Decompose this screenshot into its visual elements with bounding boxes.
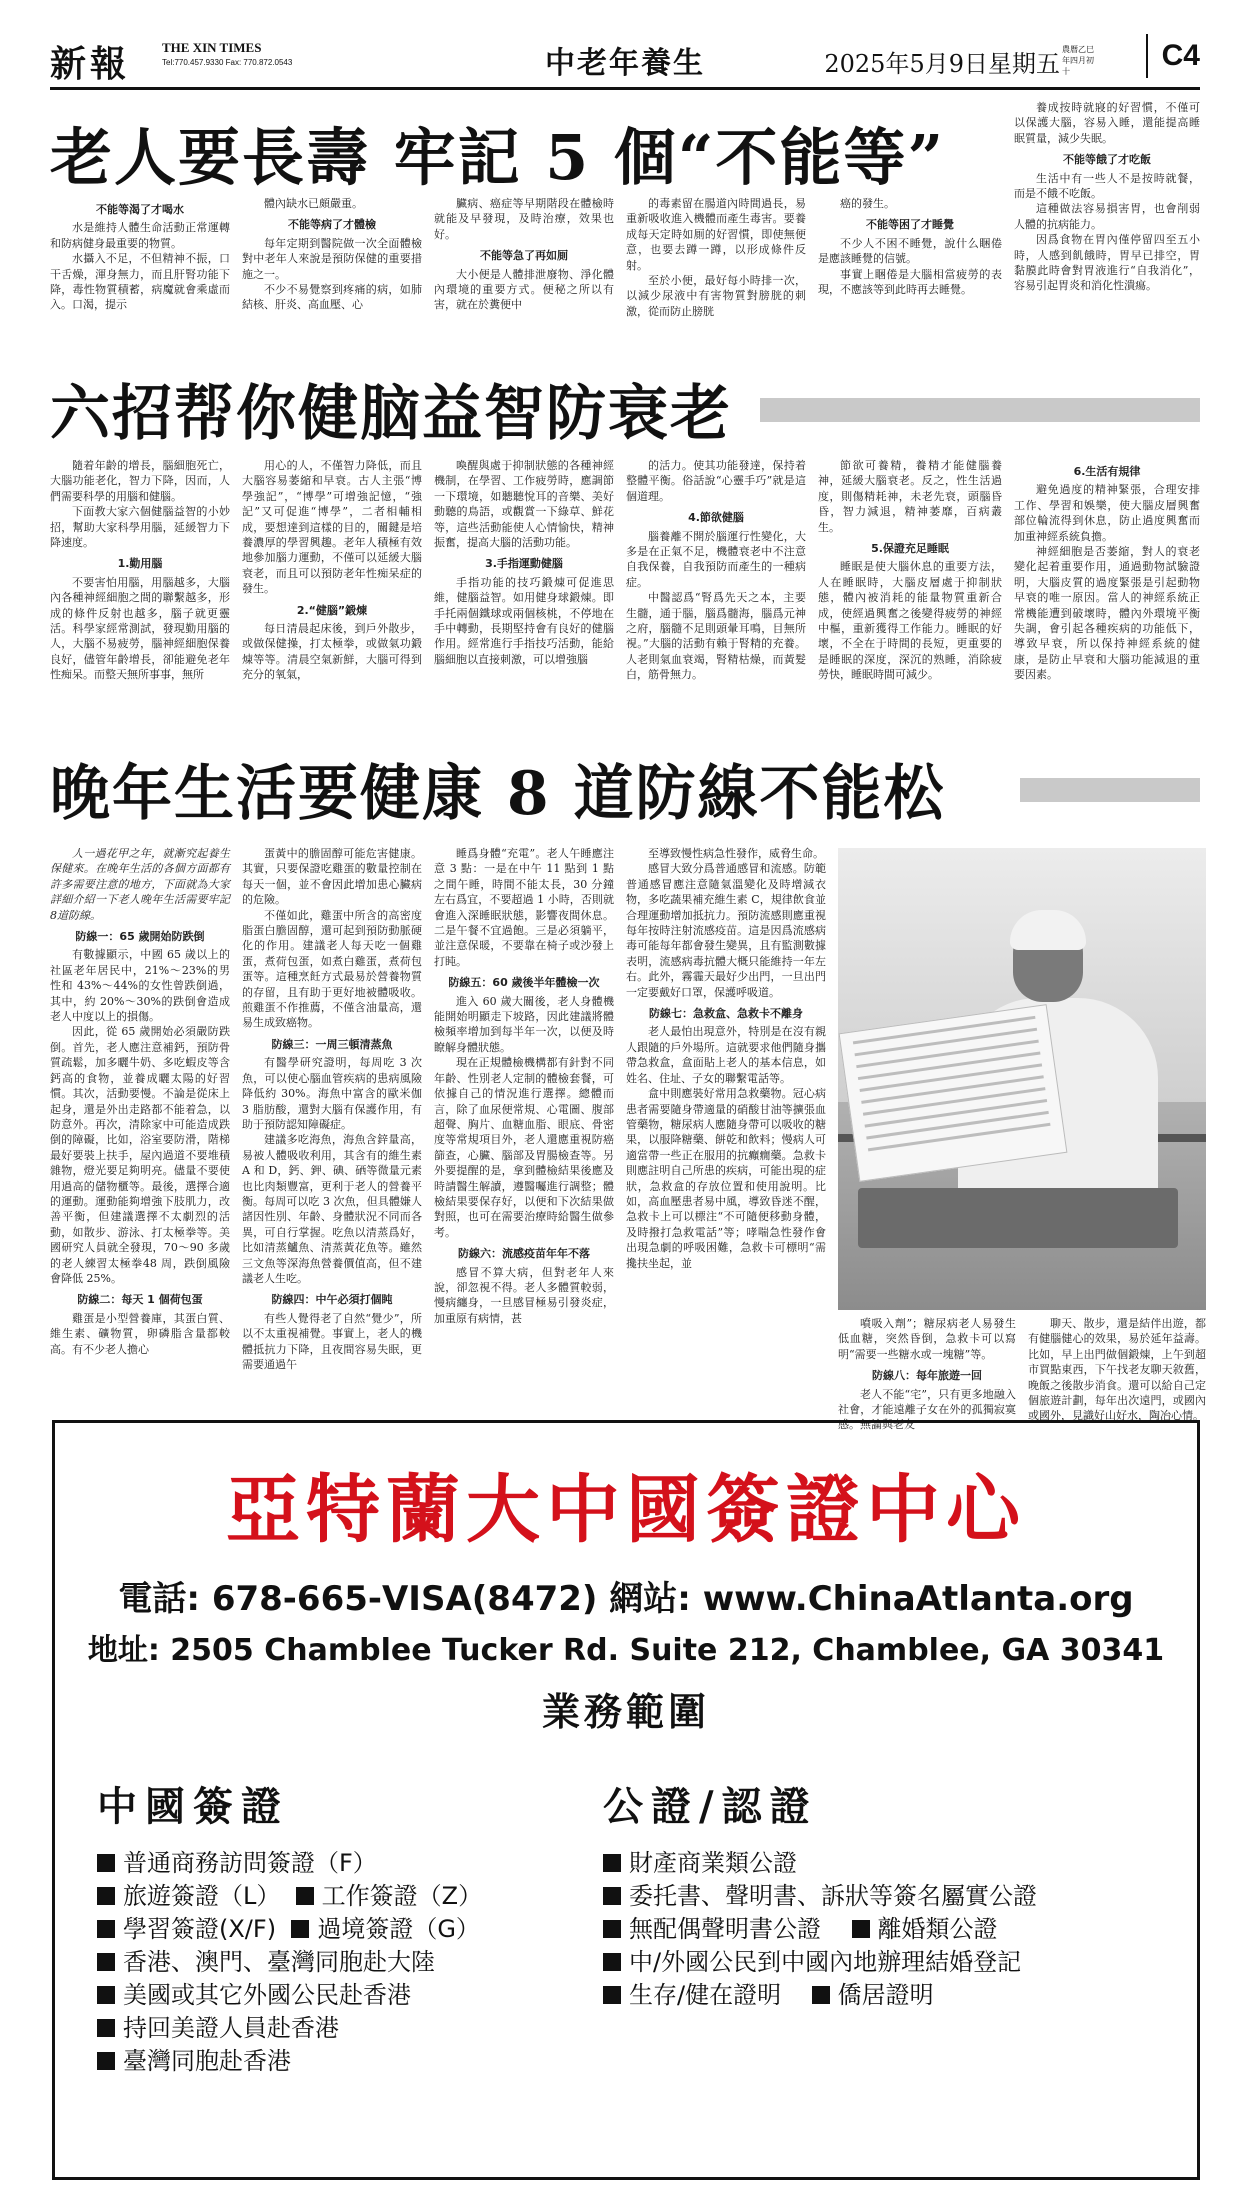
newspaper-contact: Tel:770.457.9330 Fax: 770.872.0543 — [162, 58, 293, 67]
article1-column-4 — [626, 196, 806, 368]
article1-subhead: 不能等困了才睡覺 — [866, 218, 954, 232]
list-item: 無配偶聲明書公證 離婚類公證 — [603, 1913, 1037, 1946]
list-item: 旅遊簽證（L） 工作簽證（Z） — [97, 1880, 482, 1913]
article3-paragraph: 至導致慢性病急性發作，威脅生命。 — [648, 847, 824, 860]
article2-column-1 — [50, 458, 230, 728]
square-bullet-icon — [296, 1887, 314, 1905]
square-bullet-icon — [852, 1920, 870, 1938]
article2-paragraph: 節欲可養精，養精才能健腦養神，延緩大腦衰老。反之，性生活過度，則傷精耗神，未老先衰，頭腦昏昏，智力減退，精神萎靡，百病叢生。 — [818, 459, 1002, 534]
article3-paragraph: 睡爲身體“充電”。老人午睡應注意 3 點：一是在中午 11 點到 1 點之間午睡，時間不能太長，30 分鐘左右爲宜，不要超過 1 小時，否則就會進入深睡眠狀態，影響夜間休息。二是午餐不宜過飽。三是必須躺平，並注意保暖，不要靠在椅子或沙發上打盹。 — [434, 847, 614, 968]
article2-subhead: 2.“健腦”鍛煉 — [296, 603, 368, 617]
article3-headline: 晚年生活要健康 8 道防線不能松 — [50, 759, 946, 829]
article1-paragraph: 體內缺水已頗嚴重。 — [264, 197, 363, 210]
square-bullet-icon — [97, 2052, 115, 2070]
article2-paragraph: 每日清晨起床後，到戶外散步，或做保健操，打太極拳，或做氣功鍛煉等等。清晨空氣新鮮，大腦可得到充分的氧氣， — [242, 622, 422, 682]
list-item: 財產商業類公證 — [603, 1847, 1037, 1880]
article1-subhead: 不能等急了再如厠 — [480, 249, 568, 263]
headline-decoration-bar — [1020, 778, 1200, 802]
ad-phone-website: 電話: 678-665-VISA(8472) 網站: www.ChinaAtlanta.org — [118, 1579, 1134, 1619]
article1-paragraph: 不少不易覺察到疼痛的病，如肺結核、肝炎、高血壓、心 — [242, 283, 422, 312]
list-item: 委托書、聲明書、訴狀等簽名屬實公證 — [603, 1880, 1037, 1913]
article1-paragraph: 因爲食物在胃內僅停留四至五小時，人感到飢餓時，胃早已排空，胃黏膜此時會對胃液進行“自我消化”，容易引起胃炎和消化性潰瘍。 — [1014, 233, 1200, 293]
article3-column-5 — [838, 1316, 1016, 1432]
list-item: 普通商務訪問簽證（F） — [97, 1847, 482, 1880]
article2-subhead: 1.勤用腦 — [117, 557, 163, 571]
article1-paragraph: 水攝入不足，不但精神不振，口干舌燥，渾身無力，而且肝腎功能下降，毒性物質積蓄，病魔就會乘虛而入。口渴，提示 — [50, 252, 230, 312]
visa-center-advertisement — [52, 1420, 1200, 2180]
article3-subhead: 防線八：每年旅遊一回 — [872, 1369, 982, 1383]
ad-visa-list — [97, 1847, 482, 2078]
square-bullet-icon — [603, 1953, 621, 1971]
article2-paragraph: 下面教大家六個健腦益智的小妙招，幫助大家科學用腦，延緩智力下降速度。 — [50, 505, 230, 550]
list-item: 美國或其它外國公民赴香港 — [97, 1979, 482, 2012]
article1-paragraph: 水是維持人體生命活動正常運轉和防病健身最重要的物質。 — [50, 221, 230, 250]
article3-paragraph: 有數據顯示，中國 65 歲以上的社區老年居民中，21%～23%的男性和 43%～44%的女性曾跌倒過，其中，約 20%～30%的跌倒會造成老人中度以上的損傷。 — [50, 948, 230, 1024]
elderly-man-reading-newspaper-photo — [838, 848, 1206, 1310]
article3-subhead: 防線四：中午必須打個盹 — [271, 1293, 393, 1307]
list-item: 臺灣同胞赴香港 — [97, 2045, 482, 2078]
square-bullet-icon — [97, 1986, 115, 2004]
article3-column-1 — [50, 846, 230, 1398]
article3-column-6 — [1028, 1316, 1206, 1423]
article3-paragraph: 建議多吃海魚，海魚含鋅量高，易被人體吸收利用，其含有的維生素 A 和 D，鈣、鉀、碘、硒等微量元素也比肉類豐富，更利于老人的營養平衡。每周可以吃 3 次魚，但具體嫌人諸因性別、年齡、身體狀況不同而各異，可自行掌握。吃魚以清蒸爲好，比如清蒸鱸魚、清蒸黃花魚等。雖然三文魚等深海魚營養價值高，但不建議老人生吃。 — [242, 1133, 422, 1285]
article2-column-3 — [434, 458, 614, 728]
ad-visa-section-title: 中國簽證 — [97, 1783, 289, 1830]
issue-date: 2025年5月9日星期五 — [824, 50, 1060, 78]
square-bullet-icon — [603, 1920, 621, 1938]
article1-subhead: 不能等渴了才喝水 — [96, 203, 184, 216]
square-bullet-icon — [97, 2019, 115, 2037]
list-item: 生存/健在證明 僑居證明 — [603, 1979, 1037, 2012]
article2-paragraph: 中醫認爲“腎爲先天之本，主要生髓，通于腦，腦爲髓海，腦爲元神之府，腦髓不足則頭暈耳鳴，目無所視。”大腦的活動有賴于腎精的充養。人老則氣血衰竭，腎精枯燥，而黃髮白，筋骨無力。 — [626, 591, 806, 682]
article3-column-3 — [434, 846, 614, 1398]
article3-paragraph: 雞蛋是小型營養庫，其蛋白質、維生素、礦物質，卵磷脂含量都較高。有不少老人擔心 — [50, 1311, 230, 1356]
ad-notary-list — [603, 1847, 1037, 2012]
masthead — [50, 34, 1200, 90]
article3-subhead: 防線六：流感疫苗年年不落 — [458, 1247, 590, 1261]
article1-paragraph: 的毒素留在腸道內時間過長，易重新吸收進入機體而產生毒害。要養成每天定時如厠的好習慣，即使無便意，也要去蹲一蹲，以形成條件反射。 — [626, 197, 806, 272]
article2-paragraph: 隨着年齡的增長，腦細胞死亡，大腦功能老化，智力下降，因而，人們需要科學的用腦和健腦。 — [50, 459, 230, 503]
ad-title: 亞特蘭大中國簽證中心 — [226, 1467, 1026, 1553]
article2-column-6 — [1014, 458, 1200, 728]
square-bullet-icon — [603, 1887, 621, 1905]
list-item: 持回美證人員赴香港 — [97, 2012, 482, 2045]
square-bullet-icon — [97, 1887, 115, 1905]
article3-paragraph: 進入 60 歲大關後，老人身體機能開始明顯走下坡路，因此建議將體檢頻率增加到每半年一次，以便及時瞭解身體狀態。 — [434, 994, 614, 1054]
list-item: 學習簽證(X/F) 過境簽證（G） — [97, 1913, 482, 1946]
article3-paragraph: 不僅如此，雞蛋中所含的高密度脂蛋白膽固醇，還可起到預防動脈硬化的作用。建議老人每天吃一個雞蛋，煮荷包蛋，如煮白雞蛋，煮荷包蛋等。這種烹飪方式最易於營養物質的存留，且有助于更好地被體吸收。煎雞蛋不作推薦，不僅含油量高，還易生成致癌物。 — [242, 908, 422, 1030]
article3-paragraph: 噴吸入劑”；糖尿病老人易發生低血糖，突然昏倒，急救卡可以寫明“需要一些糖水或一塊糖”等。 — [838, 1317, 1016, 1361]
ad-address: 地址: 2505 Chamblee Tucker Rd. Suite 212, Chamblee, GA 30341 — [87, 1633, 1165, 1668]
article1-paragraph: 大小便是人體排泄廢物、淨化體內環境的重要方式。便秘之所以有害，就在於糞便中 — [434, 267, 614, 312]
article2-subhead: 3.手指運動健腦 — [485, 557, 563, 571]
article2-subhead: 6.生活有規律 — [1073, 465, 1141, 478]
article2-paragraph: 的活力。使其功能發達，保持着整體平衡。俗話說“心靈手巧”就是這個道理。 — [626, 459, 806, 503]
article3-paragraph: 現在正規體檢機構都有針對不同年齡、性別老人定制的體檢套餐，可依據自己的情況進行選擇。總體而言，除了血尿便常規、心電圖、腹部超聲、胸片、血糖血脂、眼底、骨密度等常規項目外，老人還應重視防癌篩查，心臟、腦部及胃腸檢查等。另外要提醒的是，拿到體檢結果後應及時請醫生解讀，遵醫囑進行調整；體檢結果要保存好，以便和下次結果做對照，也可在需要治療時給醫生做參考。 — [434, 1056, 614, 1239]
article3-paragraph: 有醫學研究證明，每周吃 3 次魚，可以使心腦血管疾病的患病風險降低約 30%。海魚中富含的歐米伽 3 脂肪酸，還對大腦有保護作用，有助于預防認知障礙症。 — [242, 1056, 422, 1131]
article3-column-4 — [626, 846, 826, 1398]
square-bullet-icon — [603, 1854, 621, 1872]
article3-paragraph: 感冒大致分爲普通感冒和流感。防範普通感冒應注意隨氣溫變化及時增減衣物，多吃蔬果補充維生素 C，規律飲食並合理運動增加抵抗力。預防流感則應重視每年按時注射流感疫苗。這是因爲流感病毒可能每年都會發生變異，且有監測數據表明，流感病毒抗體大概只能維持一年左右。此外，霧霾天最好少出門，一旦出門一定要戴好口罩，保護呼吸道。 — [626, 862, 826, 999]
article3-subhead: 防線三：一周三頓清蒸魚 — [271, 1037, 393, 1051]
article1-column-6 — [1014, 100, 1200, 368]
article1-column-3 — [434, 196, 614, 368]
article2-paragraph: 神經細胞是否萎縮，對人的衰老變化起着重要作用，通過動物試驗證明，大腦皮質的過度緊張是引起動物早衰的唯一原因。當人的神經系統正常機能遭到破壞時，體內外環境平衡失調，會引起各種疾病的功能低下，導致早衰，所以保持神經系統的健康，是防止早衰和大腦功能減退的重要因素。 — [1014, 545, 1200, 682]
square-bullet-icon — [97, 1920, 115, 1938]
article2-column-5 — [818, 458, 1002, 728]
article3-paragraph: 老人最怕出現意外，特別是在沒有親人跟隨的戶外場所。這就要求他們隨身攜帶急救盒，盒面貼上老人的基本信息，如姓名、住址、子女的聯繫電話等。 — [626, 1025, 826, 1085]
article1-paragraph: 生活中有一些人不是按時就餐，而是不餓不吃飯。 — [1014, 171, 1200, 201]
article3-paragraph: 有些人覺得老了自然“覺少”，所以不太重視補覺。事實上，老人的機體抵抗力下降，且夜間容易失眠，更需要通過午 — [242, 1311, 422, 1371]
article3-paragraph: 蛋黃中的膽固醇可能危害健康。其實，只要保證吃雞蛋的數量控制在每天一個，並不會因此增加患心臟病的危險。 — [242, 847, 422, 907]
article1-paragraph: 不少人不困不睡覺，說什么睏倦是應該睡覺的信號。 — [818, 236, 1002, 266]
article3-paragraph: 感冒不算大病，但對老年人來說，卻忽視不得。老人多體質較弱，慢病纏身，一旦感冒極易引發炎症，加重原有病情，甚 — [434, 1265, 614, 1325]
article2-paragraph: 不要害怕用腦，用腦越多，大腦內各種神經細胞之間的聯繫越多，形成的條件反射也越多，腦子就更靈活。科學家經常測試，發現勤用腦的人，大腦不易疲勞，腦神經細胞保養良好，儘管年齡增長，卻能避免老年性痴呆。而整天無所事事，無所 — [50, 575, 230, 682]
article2-column-4 — [626, 458, 806, 728]
page-number: C4 — [1146, 34, 1200, 78]
article1-subhead: 不能等餓了才吃飯 — [1063, 153, 1151, 167]
ad-notary-section-title: 公證/認證 — [603, 1783, 818, 1830]
article1-paragraph: 癌的發生。 — [840, 197, 895, 210]
article2-subhead: 5.保證充足睡眠 — [871, 542, 949, 556]
article1-column-5 — [818, 196, 1002, 368]
article2-paragraph: 手指功能的技巧鍛煉可促進思維，健腦益智。如用健身球鍛煉。即手托兩個鐵球或兩個核桃，不停地在手中轉動，長期堅持會有良好的健腦作用。經常進行手指技巧活動，能給腦細胞以直接刺激，可以增強腦 — [434, 575, 614, 666]
square-bullet-icon — [812, 1986, 830, 2004]
article2-headline: 六招帮你健脑益智防衰老 — [50, 379, 732, 449]
article1-paragraph: 每年定期到醫院做一次全面體檢對中老年人來說是預防保健的重要措施之一。 — [242, 236, 422, 281]
list-item: 中/外國公民到中國內地辦理結婚登記 — [603, 1946, 1037, 1979]
article3-subhead: 防線一：65 歲開始防跌倒 — [75, 930, 205, 944]
article3-column-2 — [242, 846, 422, 1398]
article2-paragraph: 用心的人，不僅智力降低，而且大腦容易萎縮和早衰。古人主張“博學強記”，“博學”可增強記憶，“強記”又可促進“博學”，二者相輔相成，要想達到這樣的目的，關鍵是培養濃厚的學習興趣。老年人積極有效地參加腦力運動，不僅可以延緩大腦衰老，而且可以預防老年性痴呆症的發生。 — [242, 459, 422, 596]
square-bullet-icon — [97, 1953, 115, 1971]
article1-column-1 — [50, 196, 230, 368]
article3-paragraph: 聊天、散步，還是結伴出遊，都有健腦健心的效果，易於延年益壽。比如，早上出門做個鍛煉，上午到超市買點東西，下午找老友聊天敘舊，晚飯之後散步消食。還可以給自己定個旅遊計劃，每年出次遠門，或國內或國外，見識好山好水，陶冶心情。 — [1028, 1317, 1206, 1423]
article1-paragraph: 養成按時就寢的好習慣，不僅可以保護大腦，容易入睡，還能提高睡眠質量，減少失眠。 — [1014, 101, 1200, 145]
article1-column-2 — [242, 196, 422, 368]
square-bullet-icon — [291, 1920, 309, 1938]
newspaper-english-name: THE XIN TIMES — [162, 40, 262, 55]
article3-paragraph: 因此，從 65 歲開始必須嚴防跌倒。首先，老人應注意補鈣，預防骨質疏鬆，加多曬牛奶、多吃蝦皮等含鈣高的食物，並養成曬太陽的好習慣。其次，活動要慢。不論是從床上起身，還是外出走路都不能着急，以防意外。再次，清除家中可能造成跌倒的障礙，比如，浴室要防滑，階梯最好要裝上扶手，屋內過道不要堆積雜物，燈光要足夠明亮。儘量不要使用過高的儲物櫃等。最後，選擇合適的運動。運動能夠增強下肢肌力，改善平衡，但建議選擇不太劇烈的活動，如散步、游泳、打太極拳等。美國研究人員就全發現，70～90 多歲的老人練習太極拳48 周，跌倒風險會降低 25%。 — [50, 1025, 230, 1285]
article3-subhead: 防線二：每天 1 個荷包蛋 — [77, 1293, 203, 1307]
article2-paragraph: 喚醒與處于抑制狀態的各種神經機制，在學習、工作疲勞時，應調節一下環境，如聽聽悅耳的音樂、美好動聽的鳥語，或觀賞一下綠草、鮮花等，這些活動能使人心情愉快，精神振奮，提高大腦的活動功能。 — [434, 459, 614, 550]
article2-paragraph: 腦養離不開於腦運行性變化，大多是在正氣不足，機體衰老中不注意自我保養，自我預防而產生的一種病症。 — [626, 529, 806, 589]
article1-subhead: 不能等病了才體檢 — [288, 218, 376, 232]
article3-subhead: 防線五：60 歲後半年體檢一次 — [448, 976, 600, 990]
article2-paragraph: 睡眠是使大腦休息的重要方法，人在睡眠時，大腦皮層處于抑制狀態，體內被消耗的能量物質重新合成，使經過興奮之後變得疲勞的神經中樞，重新獲得工作能力。睡眠的好壞，不全在于時間的長短，更重要的是睡眠的深度，深沉的熟睡，消除疲勞快，睡眠時間可減少。 — [818, 560, 1002, 682]
article3-paragraph: 盒中則應裝好常用急救藥物。冠心病患者需要隨身帶適量的硝酸甘油等擴張血管藥物，糖尿病人應隨身帶可以吸收的糖果，以服降糖藥、餅乾和飲料；慢病人可適當帶一些正在服用的抗癲癇藥。急救卡則應註明自己所患的疾病，可能出現的症狀，急救盒的存放位置和使用說明。比如，高血壓患者易中風，導致昏迷不醒，急救卡上可以標注“不可隨便移動身體，及時撥打急救電話”等；哮喘急性發作會出現急劇的呼吸困難，急救卡可標明“需攙扶坐起，並 — [626, 1087, 826, 1270]
ad-service-scope: 業務範圍 — [541, 1690, 710, 1734]
article2-column-2 — [242, 458, 422, 728]
square-bullet-icon — [97, 1854, 115, 1872]
list-item: 香港、澳門、臺灣同胞赴大陸 — [97, 1946, 482, 1979]
section-title: 中老年養生 — [545, 46, 705, 81]
article3-subhead: 防線七：急救盒、急救卡不離身 — [649, 1007, 803, 1021]
article1-paragraph: 臟病、癌症等早期階段在體檢時就能及早發現，及時治療，效果也好。 — [434, 197, 614, 241]
article3-lead: 人一過花甲之年，就漸究起養生保健來。在晚年生活的各個方面都有許多需要注意的地方，下面就為大家詳細介紹一下老人晚年生活需要牢記8道防線。 — [50, 847, 230, 922]
article3-paragraph: 老人不能“宅”，只有更多地融入社會，才能遠離子女在外的孤獨寂寞感。無論與老友 — [838, 1387, 1016, 1432]
lunar-date: 農曆乙巳年四月初十 — [1062, 45, 1094, 76]
square-bullet-icon — [603, 1986, 621, 2004]
article2-paragraph: 避免過度的精神緊張，合理安排工作、學習和娛樂，使大腦皮層興奮部位輪流得到休息，防止過度興奮而加重神經系統負擔。 — [1014, 483, 1200, 543]
article1-paragraph: 事實上睏倦是大腦相當疲勞的表現，不應該等到此時再去睡覺。 — [818, 267, 1002, 297]
newspaper-logo: 新報 — [50, 43, 131, 85]
article1-paragraph: 至於小便，最好每小時排一次，以減少尿液中有害物質對膀胱的刺激，從而防止膀胱 — [626, 274, 806, 318]
article1-paragraph: 這種做法容易損害胃，也會削弱人體的抗病能力。 — [1014, 202, 1200, 231]
headline-decoration-bar — [760, 398, 1200, 422]
article2-subhead: 4.節欲健腦 — [688, 511, 744, 525]
article1-headline: 老人要長壽 牢記 5 個“不能等” — [50, 121, 946, 194]
